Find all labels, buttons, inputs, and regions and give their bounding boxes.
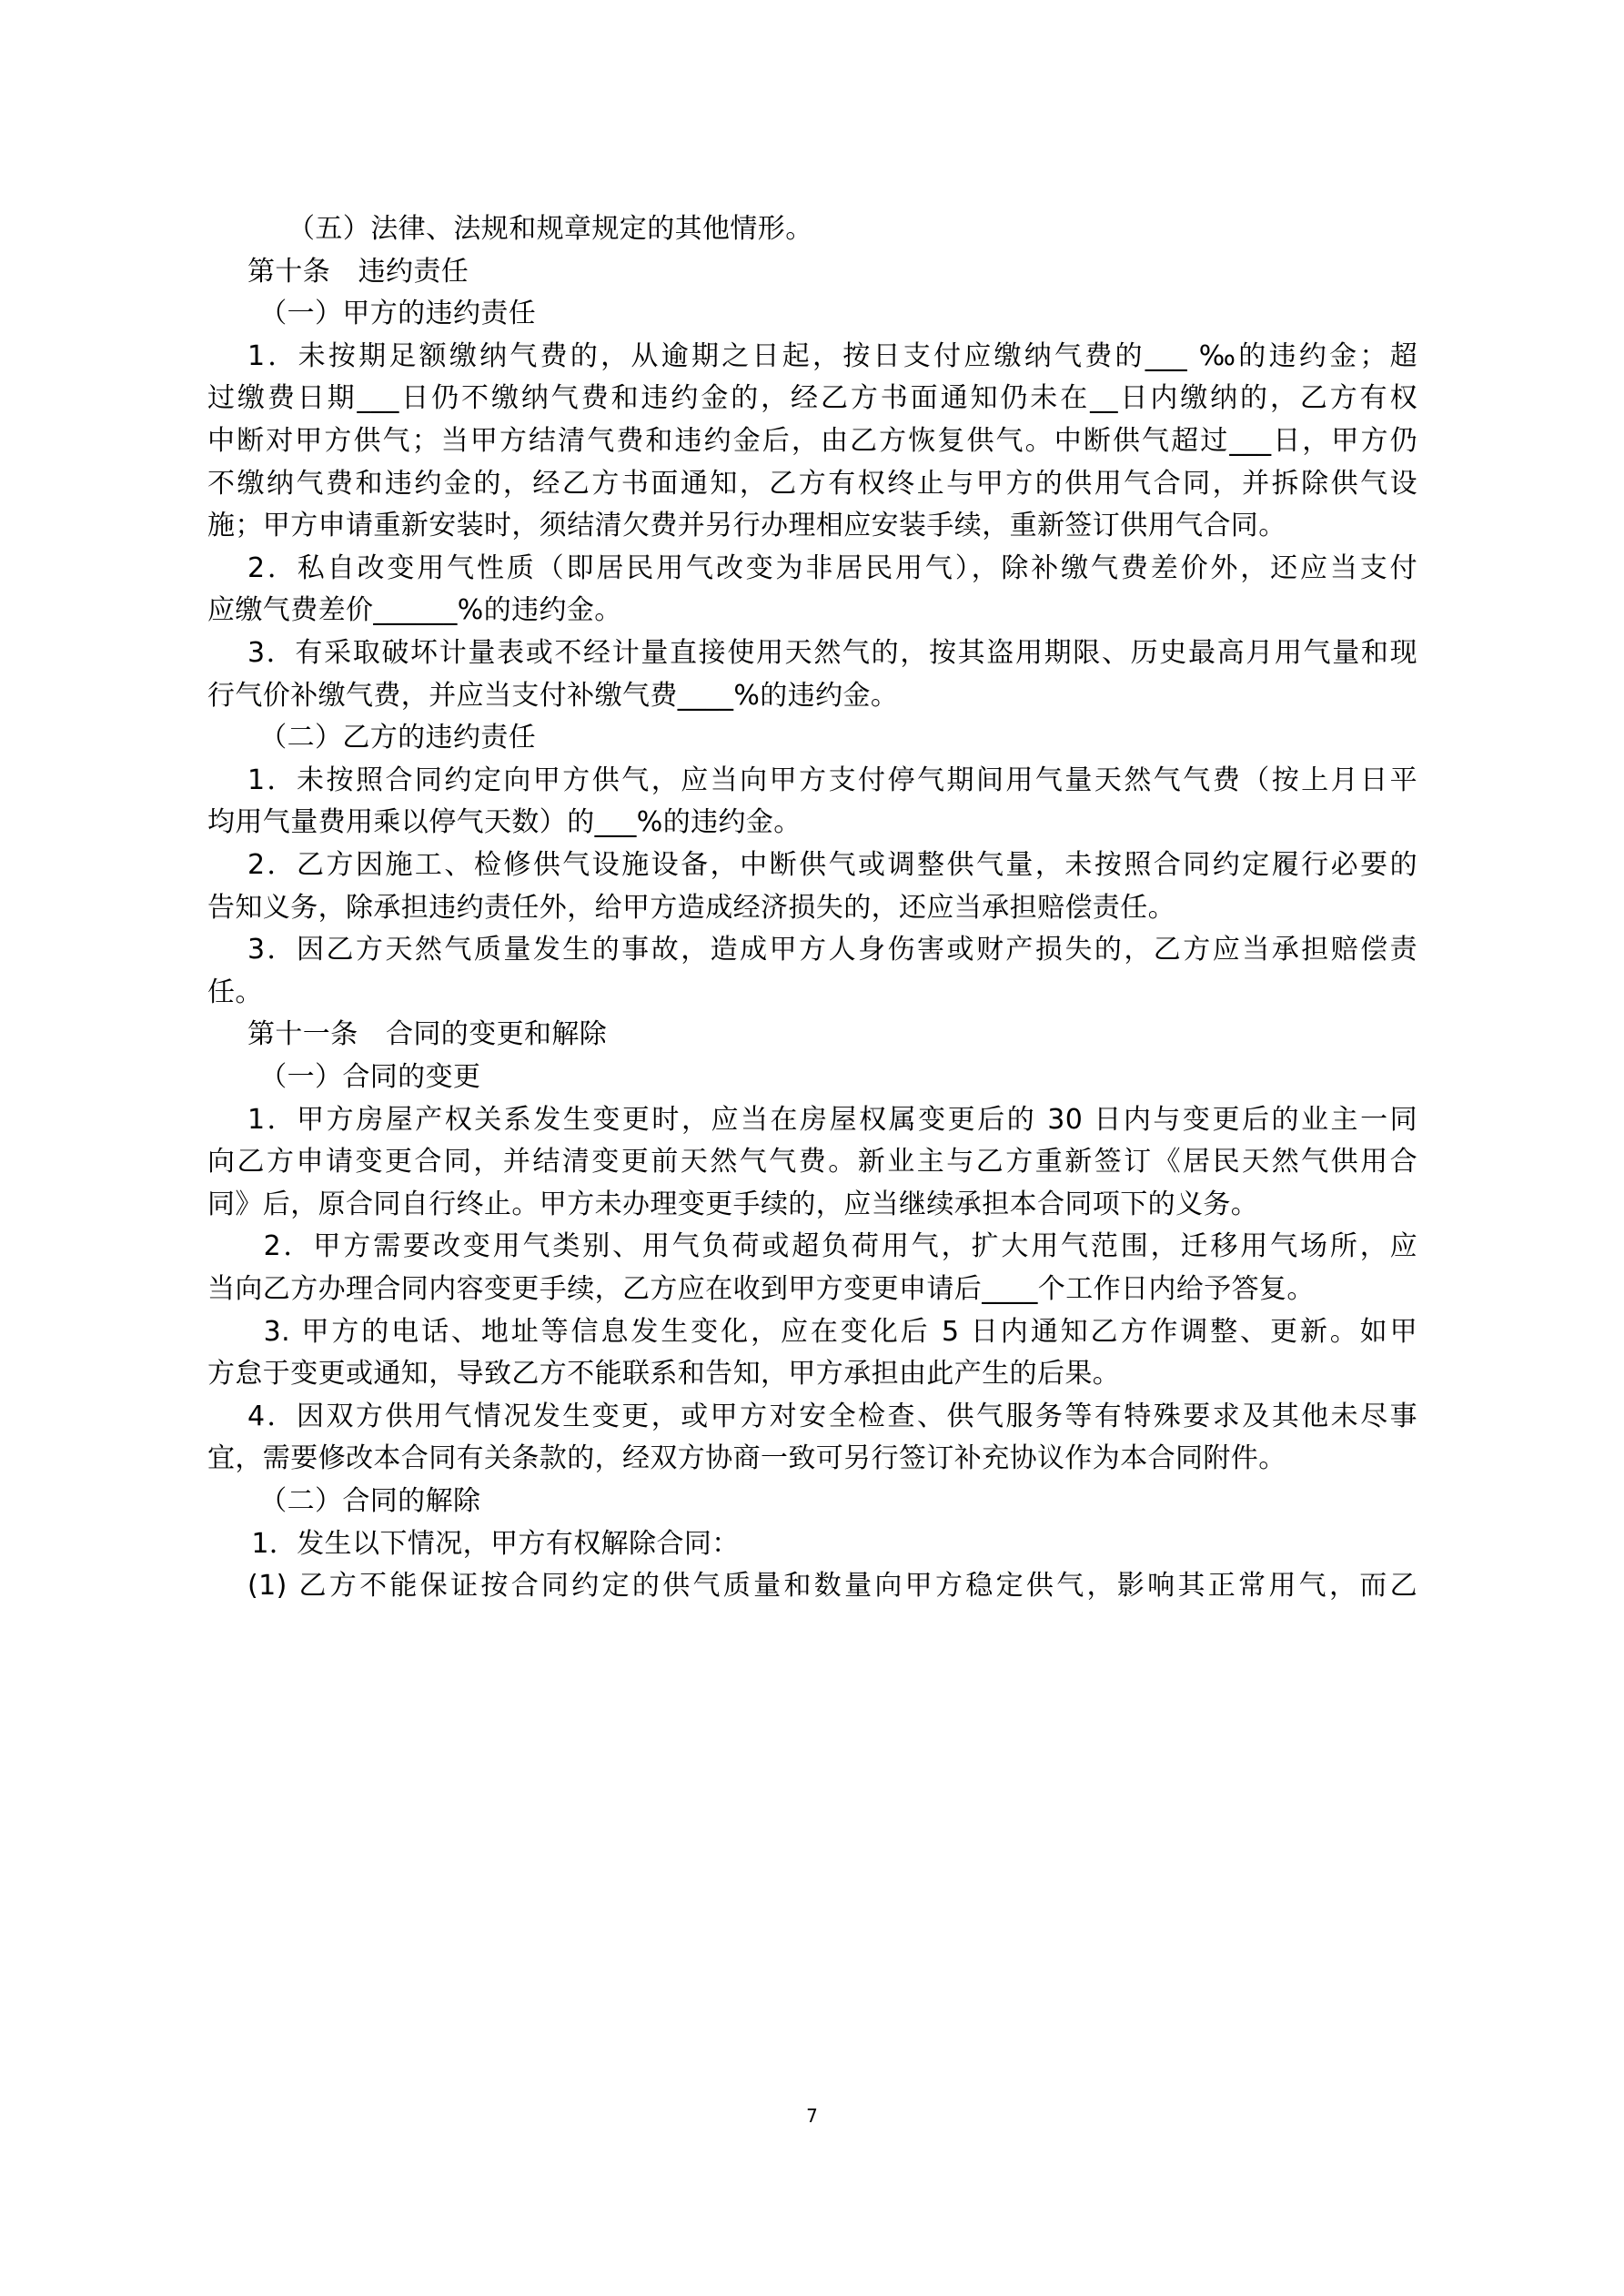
text-line: （二）合同的解除 — [259, 1485, 481, 1517]
text-line: (1) 乙方不能保证按合同约定的供气质量和数量向甲方稳定供气，影响其正常用气，而乙 — [247, 1570, 1417, 1603]
text-line: 告知义务，除承担违约责任外，给甲方造成经济损失的，还应当承担赔偿责任。 — [207, 891, 1175, 924]
text-line: 同》后，原合同自行终止。甲方未办理变更手续的，应当继续承担本合同项下的义务。 — [207, 1188, 1259, 1220]
text-line: 任。 — [207, 976, 263, 1008]
text-line: 方怠于变更或通知，导致乙方不能联系和告知，甲方承担由此产生的后果。 — [207, 1358, 1121, 1391]
text-line: 1．未按照合同约定向甲方供气，应当向甲方支付停气期间用气量天然气气费（按上月日平 — [247, 764, 1417, 796]
text-line: 第十一条 合同的变更和解除 — [247, 1018, 608, 1051]
text-line: （二）乙方的违约责任 — [259, 722, 537, 754]
text-line: （五）法律、法规和规章规定的其他情形。 — [287, 213, 813, 245]
text-line: 宜，需要修改本合同有关条款的，经双方协商一致可另行签订补充协议作为本合同附件。 — [207, 1442, 1286, 1475]
text-line: 1．甲方房屋产权关系发生变更时，应当在房屋权属变更后的 30 日内与变更后的业主一同 — [247, 1103, 1417, 1136]
text-line: 2．甲方需要改变用气类别、用气负荷或超负荷用气，扩大用气范围，迁移用气场所，应 — [263, 1230, 1417, 1263]
text-line: 均用气量费用乘以停气天数）的___%的违约金。 — [207, 806, 802, 839]
text-line: 3．有采取破坏计量表或不经计量直接使用天然气的，按其盗用期限、历史最高月用气量和现 — [247, 637, 1417, 669]
text-line: 2．私自改变用气性质（即居民用气改变为非居民用气），除补缴气费差价外，还应当支付 — [247, 551, 1417, 584]
text-line: 不缴纳气费和违约金的，经乙方书面通知，乙方有权终止与甲方的供用气合同，并拆除供气设 — [207, 467, 1417, 500]
text-line: 向乙方申请变更合同，并结清变更前天然气气费。新业主与乙方重新签订《居民天然气供用合 — [207, 1146, 1417, 1178]
text-line: 行气价补缴气费，并应当支付补缴气费____%的违约金。 — [207, 679, 899, 712]
text-line: 3．因乙方天然气质量发生的事故，造成甲方人身伤害或财产损失的，乙方应当承担赔偿责 — [247, 934, 1417, 966]
text-line: 过缴费日期___日仍不缴纳气费和违约金的，经乙方书面通知仍未在__日内缴纳的，乙方有权 — [207, 382, 1417, 415]
text-line: （一）合同的变更 — [259, 1061, 481, 1093]
text-line: 4．因双方供用气情况发生变更，或甲方对安全检查、供气服务等有特殊要求及其他未尽事 — [247, 1400, 1417, 1432]
text-line: （一）甲方的违约责任 — [259, 298, 537, 330]
text-line: 1．未按期足额缴纳气费的，从逾期之日起，按日支付应缴纳气费的___ ‰的违约金；超 — [247, 339, 1417, 372]
page-number: 7 — [806, 2105, 818, 2127]
text-line: 3. 甲方的电话、地址等信息发生变化，应在变化后 5 日内通知乙方作调整、更新。如甲 — [263, 1315, 1417, 1348]
text-line: 当向乙方办理合同内容变更手续，乙方应在收到甲方变更申请后____个工作日内给予答复。 — [207, 1273, 1315, 1305]
text-line: 应缴气费差价______%的违约金。 — [207, 594, 622, 627]
text-line: 1．发生以下情况，甲方有权解除合同： — [251, 1527, 740, 1560]
text-line: 中断对甲方供气；当甲方结清气费和违约金后，由乙方恢复供气。中断供气超过___日，甲方仍 — [207, 425, 1417, 457]
text-line: 2．乙方因施工、检修供气设施设备，中断供气或调整供气量，未按照合同约定履行必要的 — [247, 849, 1417, 881]
text-line: 施；甲方申请重新安装时，须结清欠费并另行办理相应安装手续，重新签订供用气合同。 — [207, 510, 1286, 542]
text-line: 第十条 违约责任 — [247, 255, 469, 288]
